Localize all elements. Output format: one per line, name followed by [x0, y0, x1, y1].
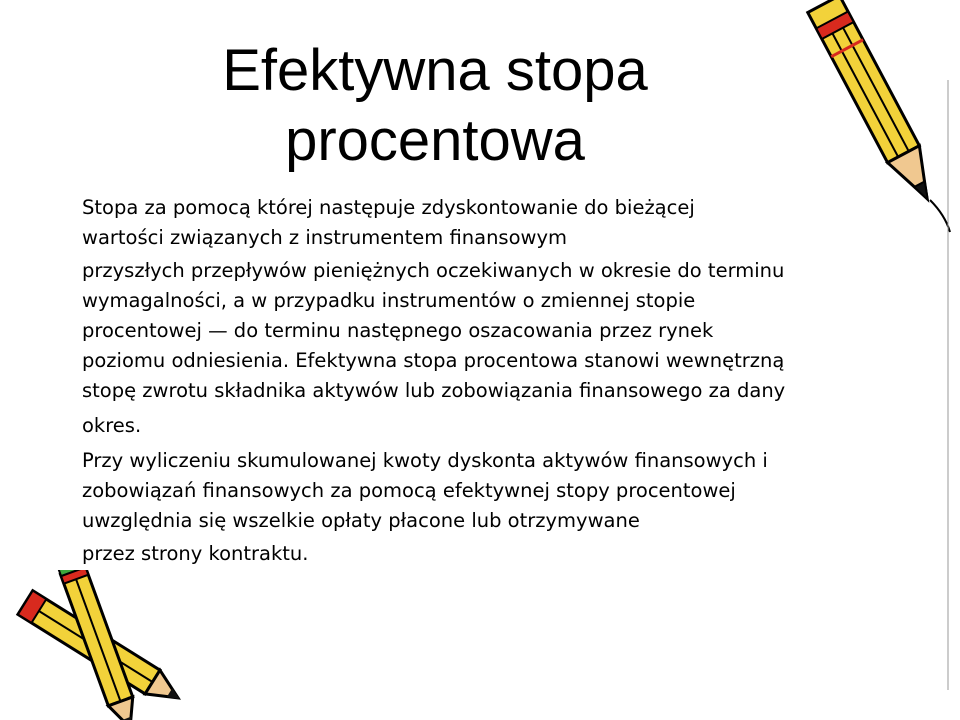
paragraph1-line: Stopa za pomocą której następuje zdyskontowanie do bieżącej: [82, 196, 695, 219]
paragraph2-line: zobowiązań finansowych za pomocą efektywnej stopy procentowej: [82, 479, 736, 502]
title-line-2: procentowa: [285, 108, 585, 173]
crossed-pencils-icon: [0, 570, 200, 720]
paragraph1-line: poziomu odniesienia. Efektywna stopa procentowa stanowi wewnętrzną: [82, 349, 785, 372]
pencil-icon: [800, 0, 960, 240]
title-line-1: Efektywna stopa: [222, 38, 648, 103]
slide-title: [150, 36, 720, 176]
paragraph2-line: uwzględnia się wszelkie opłaty płacone lub otrzymywane: [82, 509, 640, 532]
paragraph2-line: przez strony kontraktu.: [82, 542, 309, 565]
paragraph1-line: wartości związanych z instrumentem finansowym: [82, 226, 568, 249]
paragraph2-line: Przy wyliczeniu skumulowanej kwoty dyskonta aktywów finansowych i: [82, 449, 768, 472]
paragraph1-line: stopę zwrotu składnika aktywów lub zobowiązania finansowego za dany: [82, 379, 786, 402]
border-line: [940, 0, 960, 720]
paragraph1-line: przyszłych przepływów pieniężnych oczekiwanych w okresie do terminu: [82, 259, 785, 282]
paragraph1-line: wymagalności, a w przypadku instrumentów o zmiennej stopie: [82, 289, 696, 312]
paragraph1-line: procentowej — do terminu następnego oszacowania przez rynek: [82, 319, 714, 342]
paragraph1-line: okres.: [82, 414, 142, 437]
